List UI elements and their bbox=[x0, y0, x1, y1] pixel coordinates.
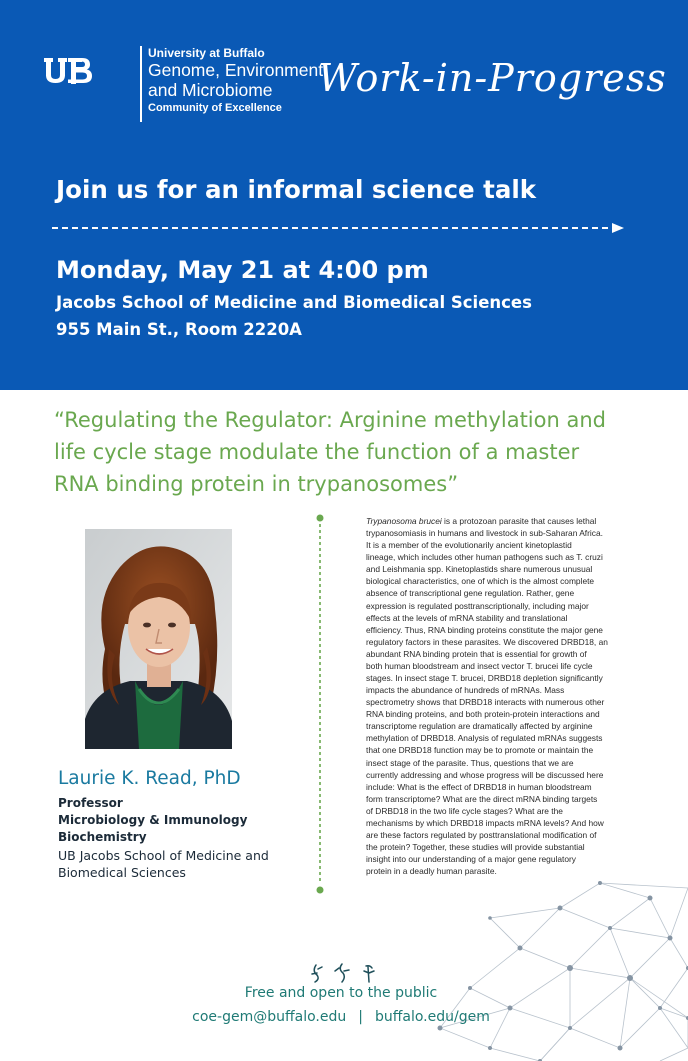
speaker-institution: Biomedical Sciences bbox=[58, 865, 186, 880]
event-tagline: Join us for an informal science talk bbox=[56, 175, 537, 204]
abstract-line bbox=[366, 515, 636, 527]
abstract-line: form transcriptome? What are the direct mRNA binding targets bbox=[366, 793, 598, 804]
series-title: Work-in-Progress bbox=[318, 56, 667, 100]
abstract-text bbox=[366, 515, 636, 877]
abstract-line: mechanisms by which DRBD18 impacts mRNA levels? And how bbox=[366, 817, 604, 828]
abstract-line-rest: is a protozoan parasite that causes lethal bbox=[441, 516, 597, 526]
logo-text bbox=[148, 46, 324, 116]
abstract-line: RNA binding proteins, and both protein-protein interactions and bbox=[366, 709, 600, 720]
talk-title-line: “Regulating the Regulator: Arginine methylation and bbox=[54, 408, 606, 432]
abstract-line: biological characteristics, one of which is the almost complete bbox=[366, 576, 595, 587]
event-location: Jacobs School of Medicine and Biomedical Sciences bbox=[56, 293, 532, 312]
abstract-line: methylation of DRBD18. Analysis of regulated mRNAs suggests bbox=[366, 733, 603, 744]
ub-monogram-icon bbox=[44, 58, 92, 84]
department-name-line1: Genome, Environment bbox=[148, 60, 324, 80]
abstract-line: insect stage of the parasite. Thus, questions that we are bbox=[366, 757, 574, 768]
speaker-department: Microbiology & Immunology bbox=[58, 813, 248, 827]
abstract-line: impacts the abundance of hundreds of mRNAs. Mass bbox=[366, 685, 565, 696]
ub-logo[interactable] bbox=[44, 46, 324, 126]
talk-title bbox=[54, 404, 654, 500]
community-label: Community of Excellence bbox=[148, 102, 282, 114]
network-graph-decoration bbox=[430, 878, 688, 1061]
website-link[interactable]: buffalo.edu/gem bbox=[374, 1009, 490, 1025]
microbe-figures-icon bbox=[308, 963, 380, 983]
contact-separator: | bbox=[358, 1009, 363, 1025]
talk-title-line: life cycle stage modulate the function of a master bbox=[54, 440, 580, 464]
abstract-line: effects at the levels of mRNA stability and translational bbox=[366, 612, 568, 623]
talk-title-line: RNA binding protein in trypanosomes” bbox=[54, 472, 459, 496]
abstract-line: and Leishmania spp. Kinetoplastids share numerous unusual bbox=[366, 564, 593, 575]
abstract-line: spectrometry shows that DRBD18 interacts with numerous other bbox=[366, 697, 605, 708]
speaker-name: Laurie K. Read, PhD bbox=[58, 768, 241, 789]
speaker-department: Biochemistry bbox=[58, 830, 147, 844]
abstract-line: regulatory factors in these parasites. We discovered DRBD18, an bbox=[366, 636, 608, 647]
abstract-line: It is a member of the evolutionarily ancient kinetoplastid bbox=[366, 540, 572, 551]
logo-divider bbox=[140, 46, 142, 122]
abstract-line: abundant RNA binding protein that is essential for growth of bbox=[366, 648, 587, 659]
department-name-line2: and Microbiome bbox=[148, 80, 273, 100]
abstract-line: transcriptome regulation are dramatically affected by arginine bbox=[366, 721, 593, 732]
abstract-line: currently addressing and whose progress will be discussed here bbox=[366, 769, 604, 780]
abstract-line: stages. In insect stage T. brucei, DRBD18 depletion significantly bbox=[366, 673, 603, 684]
abstract-line: protein in a deadly human parasite. bbox=[366, 866, 497, 877]
footer-admission: Free and open to the public bbox=[244, 985, 438, 1001]
abstract-line: lineage, which includes other human pathogens such as T. cruzi bbox=[366, 552, 603, 563]
university-name: University at Buffalo bbox=[148, 46, 265, 60]
abstract-line: the protein? Together, these studies will provide substantial bbox=[366, 842, 585, 853]
speaker-institution: UB Jacobs School of Medicine and bbox=[58, 848, 269, 863]
event-date-time: Monday, May 21 at 4:00 pm bbox=[56, 256, 429, 284]
dotted-divider bbox=[316, 514, 324, 894]
abstract-line: are these factors regulated by posttranslational modification of bbox=[366, 830, 597, 841]
speaker-position: Professor bbox=[58, 796, 123, 810]
abstract-line: that one DRBD18 function may be to promote or maintain the bbox=[366, 745, 594, 756]
abstract-line: efficiency. Thus, RNA binding proteins constitute the major gene bbox=[366, 624, 603, 635]
footer-contact bbox=[0, 1007, 682, 1027]
abstract-line: trypanosomiasis in humans and livestock in sub-Saharan Africa. bbox=[366, 528, 603, 539]
abstract-line: of DRBD18 in the two life cycle stages? What are the bbox=[366, 805, 563, 816]
header-banner bbox=[0, 0, 688, 390]
abstract-line: absence of transcriptional gene regulation. Rather, gene bbox=[366, 588, 575, 599]
event-address: 955 Main St., Room 2220A bbox=[56, 320, 302, 339]
abstract-line: both human bloodstream and insect vector T. brucei life cycle bbox=[366, 660, 593, 671]
dashed-arrow-divider bbox=[52, 222, 624, 234]
species-name: Trypanosoma brucei bbox=[366, 516, 442, 526]
contact-email-link[interactable]: coe-gem@buffalo.edu bbox=[192, 1009, 347, 1025]
speaker-photo bbox=[85, 529, 232, 749]
abstract-line: insight into our understanding of a major gene regulatory bbox=[366, 854, 576, 865]
abstract-line: include: What is the effect of DRBD18 in human bloodstream bbox=[366, 781, 592, 792]
abstract-line: expression is regulated posttranscriptionally, including major bbox=[366, 600, 589, 611]
